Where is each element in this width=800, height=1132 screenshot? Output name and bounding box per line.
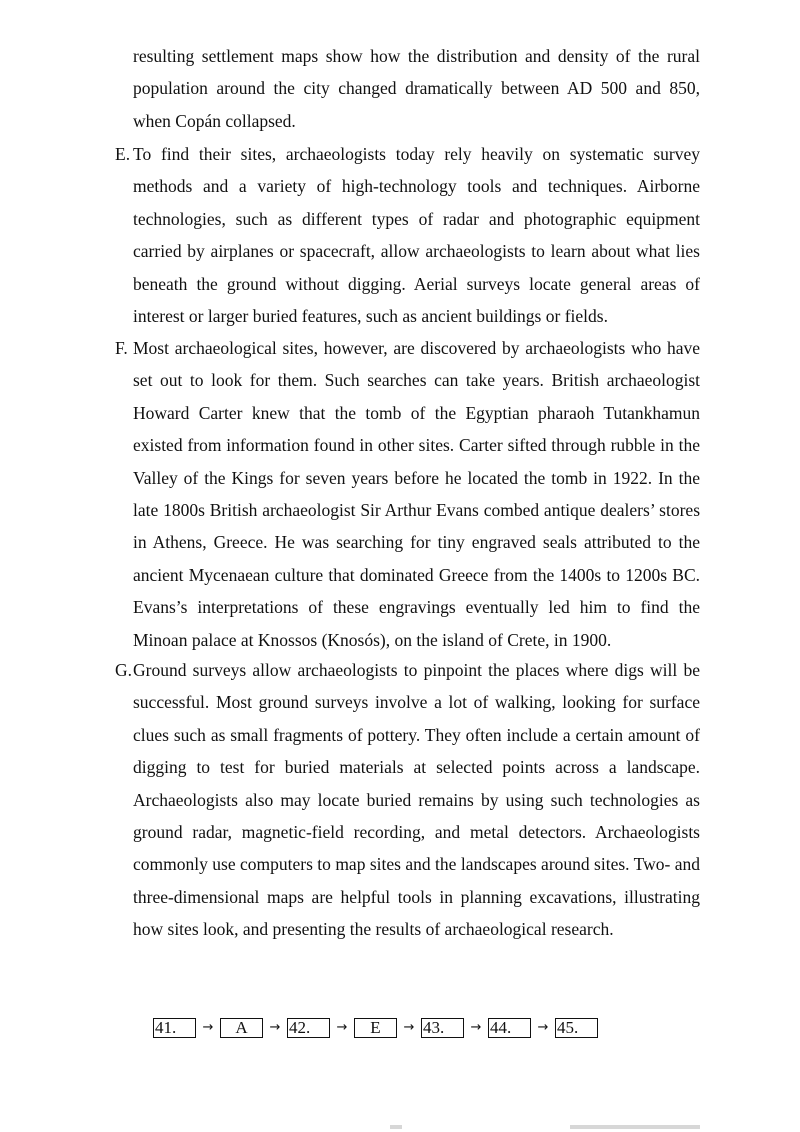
arrow-right-icon: → [403,1020,415,1035]
flow-box-44 [488,1018,531,1038]
flow-box-a [220,1018,263,1038]
paragraph-letter: E. [115,144,131,164]
paragraph-e [115,138,700,332]
arrow-right-icon: → [202,1020,214,1035]
flow-box-label: 43. [423,1018,445,1037]
flow-box-label: 42. [289,1018,311,1037]
flow-box-label: A [235,1018,248,1037]
flow-box-label: 44. [490,1018,512,1037]
paragraph-letter: F. [115,338,128,358]
paragraph-f [115,332,700,656]
flow-box-41 [153,1018,196,1038]
paragraph-text: To find their sites, archaeologists today rely heavily on systematic survey methods and a variety of high-technology tools and techniques. Airborne technologies, such as different types of radar and photographic equipment carried by airplanes or spacecraft, allow archaeologists to learn about what lies beneath the ground without digging. Aerial surveys locate general areas of interest or larger buried features, such as ancient buildings or fields. [133,144,700,327]
arrow-right-icon: → [537,1020,549,1035]
footer-smudge [570,1125,700,1129]
paragraph-text: resulting settlement maps show how the distribution and density of the rural population around the city changed dramatically between AD 500 and 850, when Copán collapsed. [133,46,700,131]
flow-box-label: 41. [155,1018,177,1037]
paragraph-text: Ground surveys allow archaeologists to pinpoint the places where digs will be successful. Most ground surveys involve a lot of walking, looking for surface clues such as small fragments of pottery. They often include a certain amount of digging to test for buried materials at selected points across a landscape. Archaeologists also may locate buried remains by using such technologies as ground radar, magnetic-field recording, and metal detectors. Archaeologists commonly use computers to map sites and the landscapes around sites. Two- and three-dimensional maps are helpful tools in planning excavations, illustrating how sites look, and presenting the results of archaeological research. [133,660,700,940]
flow-box-42 [287,1018,330,1038]
arrow-right-icon: → [269,1020,281,1035]
flow-box-43 [421,1018,464,1038]
answer-flow-chart [153,1016,598,1040]
paragraph-letter: G. [115,660,133,680]
footer-smudge [390,1125,402,1129]
paragraph-text: Most archaeological sites, however, are discovered by archaeologists who have set out to look for them. Such searches can take years. British archaeologist Howard Carter knew that the tomb of the Egyptian pharaoh Tutankhamun existed from information found in other sites. Carter sifted through rubble in the Valley of the Kings for seven years before he located the tomb in 1922. In the late 1800s British archaeologist Sir Arthur Evans combed antique dealers’ stores in Athens, Greece. He was searching for tiny engraved seals attributed to the ancient Mycenaean culture that dominated Greece from the 1400s to 1200s BC. Evans’s interpretations of these engravings eventually led him to find the Minoan palace at Knossos (Knosós), on the island of Crete, in 1900. [133,338,700,650]
flow-box-label: E [370,1018,381,1037]
paragraph-continuation [133,40,700,137]
paragraph-g [115,654,700,946]
flow-box-label: 45. [557,1018,579,1037]
arrow-right-icon: → [336,1020,348,1035]
flow-box-e [354,1018,397,1038]
flow-box-45 [555,1018,598,1038]
arrow-right-icon: → [470,1020,482,1035]
